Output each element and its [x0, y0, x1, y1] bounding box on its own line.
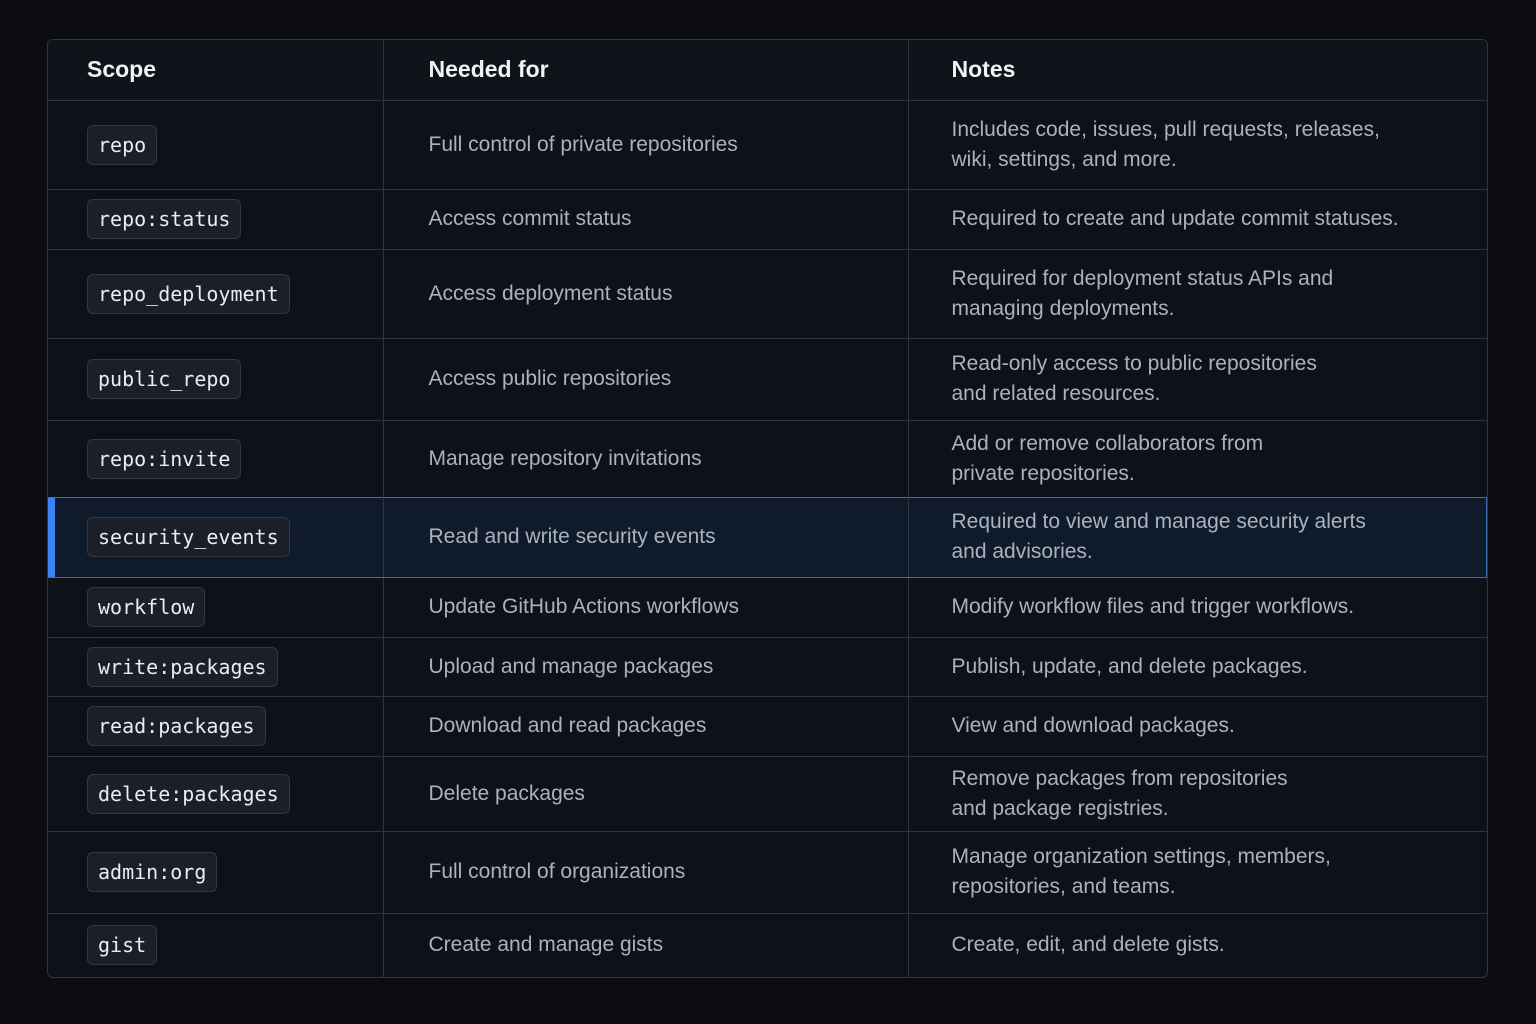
needed-for-cell: Manage repository invitations [383, 420, 908, 497]
notes-line: wiki, settings, and more. [951, 147, 1177, 171]
scope-cell [48, 338, 383, 420]
scope-cell [48, 756, 383, 831]
scopes-table-container [47, 39, 1488, 978]
scope-code: delete:packages [87, 774, 290, 814]
scope-code: repo:status [87, 199, 241, 239]
scope-code: repo_deployment [87, 274, 290, 314]
needed-for-cell: Access deployment status [383, 249, 908, 338]
scope-code: admin:org [87, 852, 217, 892]
scope-cell [48, 100, 383, 189]
needed-for-cell: Access public repositories [383, 338, 908, 420]
notes-cell [908, 100, 1487, 189]
notes-line: Manage organization settings, members, [951, 845, 1331, 868]
scope-code: repo [87, 125, 157, 165]
notes-line: Modify workflow files and trigger workflows. [951, 595, 1355, 618]
scope-cell [48, 249, 383, 338]
table-row[interactable] [48, 420, 1487, 497]
notes-cell [908, 420, 1487, 497]
header-needed-for: Needed for [383, 40, 908, 100]
needed-for-cell: Full control of private repositories [383, 100, 908, 189]
notes-line: repositories, and teams. [951, 875, 1176, 898]
needed-for-cell: Read and write security events [383, 497, 908, 577]
notes-cell [908, 831, 1487, 913]
scope-code: public_repo [87, 359, 241, 399]
notes-line: Includes code, issues, pull requests, releases, [951, 117, 1380, 141]
scope-cell [48, 420, 383, 497]
table-row[interactable] [48, 577, 1487, 637]
table-row[interactable] [48, 100, 1487, 189]
notes-line: Create, edit, and delete gists. [951, 933, 1225, 957]
notes-cell [908, 338, 1487, 420]
table-row[interactable] [48, 831, 1487, 913]
table-row[interactable] [48, 696, 1487, 756]
header-notes: Notes [908, 40, 1487, 100]
table-row[interactable] [48, 249, 1487, 338]
scope-cell [48, 189, 383, 249]
table-row[interactable] [48, 913, 1487, 977]
scope-code: read:packages [87, 706, 266, 746]
notes-cell [908, 913, 1487, 977]
notes-cell [908, 189, 1487, 249]
scope-cell [48, 696, 383, 756]
scope-code: workflow [87, 587, 205, 627]
needed-for-cell: Access commit status [383, 189, 908, 249]
notes-cell [908, 696, 1487, 756]
needed-for-cell: Full control of organizations [383, 831, 908, 913]
table-row[interactable] [48, 338, 1487, 420]
needed-for-cell: Upload and manage packages [383, 637, 908, 696]
scope-cell [48, 577, 383, 637]
notes-cell [908, 497, 1487, 577]
table-row-highlighted[interactable] [48, 497, 1487, 577]
notes-cell [908, 756, 1487, 831]
notes-line: Publish, update, and delete packages. [951, 654, 1308, 678]
table-row[interactable] [48, 637, 1487, 696]
table-row[interactable] [48, 189, 1487, 249]
scope-cell [48, 497, 383, 577]
notes-line: Required to create and update commit statuses. [951, 207, 1399, 230]
notes-line: and package registries. [951, 796, 1169, 820]
notes-line: View and download packages. [951, 714, 1235, 737]
scope-cell [48, 831, 383, 913]
notes-line: private repositories. [951, 461, 1135, 485]
notes-cell [908, 637, 1487, 696]
scope-code: write:packages [87, 647, 278, 687]
needed-for-cell: Download and read packages [383, 696, 908, 756]
scopes-table [48, 40, 1487, 977]
notes-cell [908, 249, 1487, 338]
notes-line: Add or remove collaborators from [951, 431, 1264, 455]
table-row[interactable] [48, 756, 1487, 831]
notes-line: managing deployments. [951, 296, 1175, 320]
notes-line: Remove packages from repositories [951, 766, 1288, 790]
needed-for-cell: Create and manage gists [383, 913, 908, 977]
scope-code: repo:invite [87, 439, 241, 479]
scope-cell [48, 913, 383, 977]
notes-line: and related resources. [951, 382, 1161, 405]
header-scope: Scope [48, 40, 383, 100]
notes-line: Required for deployment status APIs and [951, 266, 1334, 290]
scope-cell [48, 637, 383, 696]
notes-line: and advisories. [951, 540, 1093, 563]
notes-line: Required to view and manage security alerts [951, 510, 1366, 533]
scope-code: gist [87, 925, 157, 965]
table-header-row [48, 40, 1487, 100]
notes-line: Read-only access to public repositories [951, 352, 1317, 375]
scope-code: security_events [87, 517, 290, 557]
notes-cell [908, 577, 1487, 637]
needed-for-cell: Delete packages [383, 756, 908, 831]
needed-for-cell: Update GitHub Actions workflows [383, 577, 908, 637]
